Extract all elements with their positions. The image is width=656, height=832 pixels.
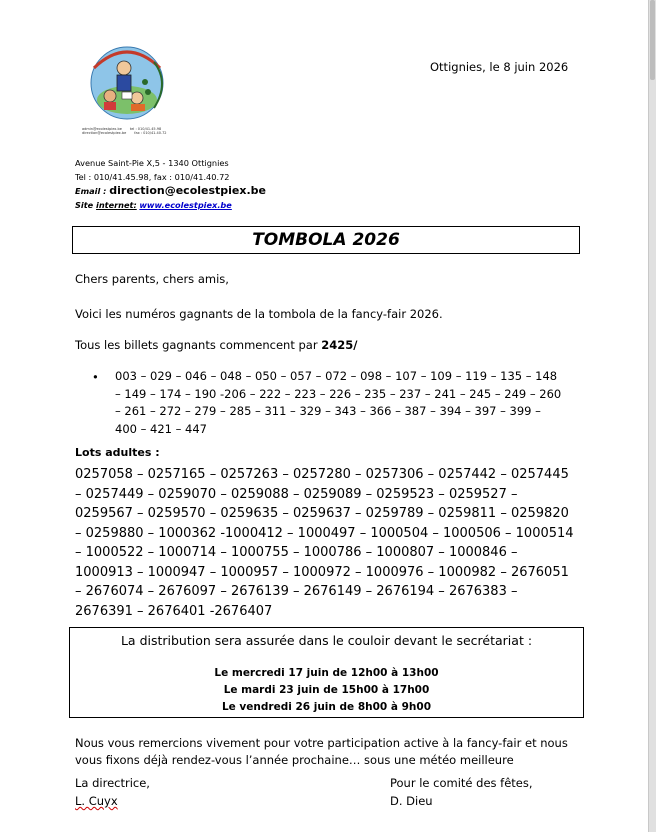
address-street: Avenue Saint-Pie X,5 - 1340 Ottignies xyxy=(75,158,229,168)
signature-comite xyxy=(390,774,533,810)
school-logo-icon xyxy=(82,38,172,128)
intro-text: Voici les numéros gagnants de la tombola de la fancy-fair 2026. xyxy=(75,307,443,321)
thanks-text: Nous vous remercions vivement pour votre participation active à la fancy-fair et nous vous fixons déjà rendez-vous l’année prochaine… sous une météo meilleure xyxy=(75,736,568,767)
signature-name: L. Cuyx xyxy=(75,794,118,808)
prefix-value: 2425/ xyxy=(321,338,358,352)
distribution-box xyxy=(69,627,584,718)
site-label xyxy=(75,200,137,210)
logo-line-1a: admin@ecolestpiex.be xyxy=(82,127,122,131)
address-email-row xyxy=(75,184,266,198)
signature-role: Pour le comité des fêtes, xyxy=(390,776,533,790)
signature-directrice xyxy=(75,774,150,810)
signature-role: La directrice, xyxy=(75,776,150,790)
logo-contact-lines xyxy=(82,127,182,135)
bullet-icon: • xyxy=(92,370,99,384)
schedule-line: Le vendredi 26 juin de 8h00 à 9h00 xyxy=(221,701,432,713)
schedule-line: Le mardi 23 juin de 15h00 à 17h00 xyxy=(223,684,430,696)
email-value[interactable]: direction@ecolestpiex.be xyxy=(109,184,267,197)
email-label: Email : xyxy=(75,186,110,196)
prefix-text: Tous les billets gagnants commencent par xyxy=(75,338,322,352)
scrollbar-thumb[interactable] xyxy=(650,0,655,80)
distribution-title: La distribution sera assurée dans le couloir devant le secrétariat : xyxy=(120,633,533,648)
ticket-prefix-text xyxy=(75,338,357,352)
distribution-schedule xyxy=(70,665,583,716)
letter-date: Ottignies, le 8 juin 2026 xyxy=(430,60,569,74)
logo-line-2a: direction@ecolestpiex.be xyxy=(82,131,127,135)
page-title: TOMBOLA 2026 xyxy=(72,226,580,254)
site-label-prefix: Site xyxy=(75,200,97,210)
lots-adultes-list: 0257058 – 0257165 – 0257263 – 0257280 – 0257306 – 0257442 – 0257445 – 0257449 – 0259070 – 0259088 – 0259089 – 0259523 – 0259527 – 0259567 – 0259570 – 0259635 – 0259637 – 0259789 – 0259811 – 0259820 – 0259880 – 1000362 -1000412 – 1000497 – 1000504 – 1000506 – 1000514 – 1000522 – 1000714 – 1000755 – 1000786 – 1000807 – 1000846 – 1000913 – 1000947 – 1000957 – 1000972 – 1000976 – 1000982 – 2676051 – 2676074 – 2676097 – 2676139 – 2676149 – 2676194 – 2676383 – 2676391 – 2676401 -2676407 xyxy=(75,467,574,619)
signature-name: D. Dieu xyxy=(390,794,433,808)
address-site-row xyxy=(75,198,266,212)
greeting: Chers parents, chers amis, xyxy=(75,272,229,286)
school-address xyxy=(75,156,266,212)
lots-adultes-label: Lots adultes : xyxy=(75,446,160,459)
vertical-scrollbar[interactable] xyxy=(649,0,656,832)
winning-tickets-list: 003 – 029 – 046 – 048 – 050 – 057 – 072 – 098 – 107 – 109 – 119 – 135 – 148 – 149 – 174 – 190 -206 – 222 – 223 – 226 – 235 – 237 – 241 – 245 – 249 – 260 – 261 – 272 – 279 – 285 – 311 – 329 – 343 – 366 – 387 – 394 – 397 – 399 – 400 – 421 – 447 xyxy=(115,369,562,436)
site-link[interactable]: www.ecolestpiex.be xyxy=(139,200,232,210)
logo-line-1b: tel : 010/41.45.98 xyxy=(129,127,162,131)
address-phone: Tel : 010/41.45.98, fax : 010/41.40.72 xyxy=(75,172,230,182)
schedule-line: Le mercredi 17 juin de 12h00 à 13h00 xyxy=(214,667,439,679)
site-label-underlined: internet: xyxy=(96,200,137,210)
logo-line-2b: fax : 010/41.40.72 xyxy=(134,131,167,135)
